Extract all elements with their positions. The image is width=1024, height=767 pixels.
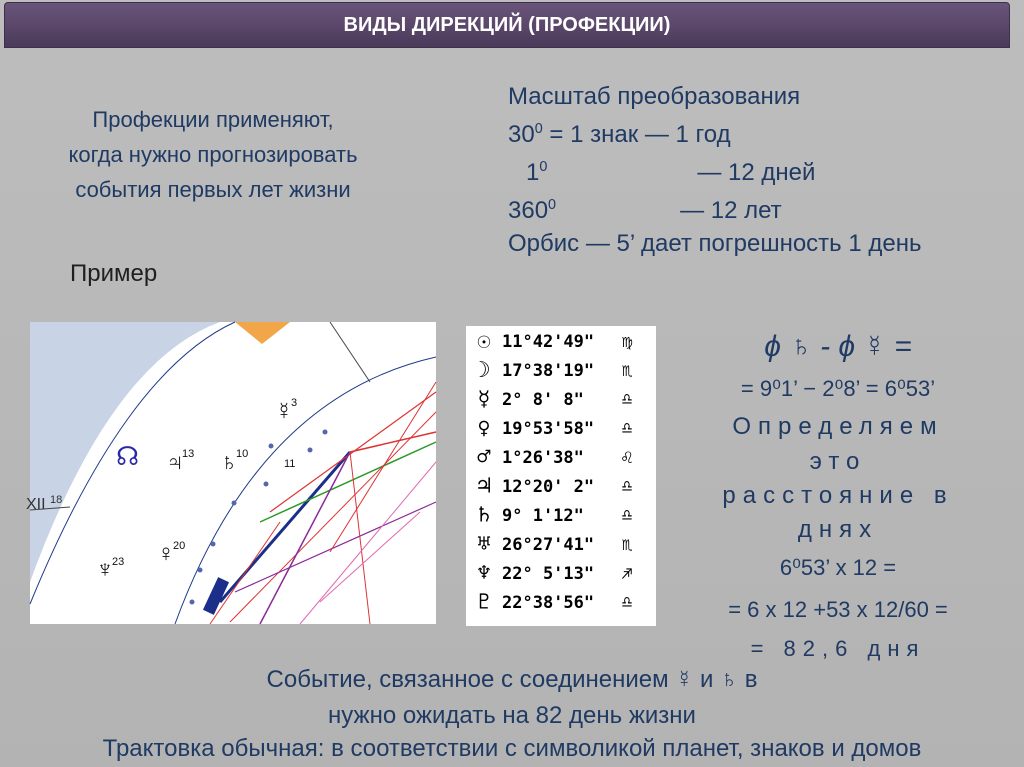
house-12-label: XII [26, 496, 46, 513]
jupiter-degree: 13 [182, 448, 195, 460]
virgo-icon: ♍ [621, 331, 633, 352]
jupiter-icon: ♃ [166, 449, 184, 476]
venus-icon: ♀ [477, 416, 491, 441]
libra-icon: ♎ [621, 505, 633, 526]
title-bar [4, 2, 1010, 48]
saturn-degree: 10 [236, 448, 249, 460]
libra-icon: ♎ [621, 389, 633, 410]
slide-title: ВИДЫ ДИРЕКЦИЙ (ПРОФЕКЦИИ) [343, 13, 671, 36]
ephemeris-row: ☿ 2° 8' 8" ♎ [466, 386, 642, 413]
ephemeris-row: ♆ 22° 5'13" ♐ [466, 560, 642, 587]
mercury-degree: 3 [291, 397, 298, 409]
house-11-label: 11 [284, 458, 296, 470]
uranus-icon: ♅ [477, 532, 491, 557]
bottom-line-1: Событие, связанное с соединением ☿ и ♄ в [266, 666, 758, 693]
ephemeris-row: ♂ 1°26'38" ♌ [466, 444, 642, 471]
ephemeris-row: ☉ 11°42'49" ♍ [466, 328, 642, 355]
saturn-icon: ♄ [220, 449, 238, 476]
libra-icon: ♎ [621, 476, 633, 497]
calc-line: = 6 х 12 +53 х 12/60 = [728, 597, 948, 622]
neptune-icon: ♆ [477, 561, 491, 586]
sagittarius-icon: ♐ [621, 563, 633, 584]
scale-heading: Масштаб преобразования [508, 83, 801, 110]
intro-text [18, 102, 408, 207]
scale-row-3: $360^0$ — 12 лет [508, 197, 782, 224]
scorpio-icon: ♏ [621, 360, 633, 381]
moon-icon: ☽ [477, 358, 491, 383]
saturn-icon: ♄ [477, 503, 491, 528]
ephemeris-table [466, 326, 656, 626]
ephemeris-row: ♄ 9° 1'12" ♎ [466, 502, 642, 529]
pluto-icon: ♇ [477, 590, 491, 615]
venus-icon: ♀ [157, 540, 175, 567]
mars-icon: ♂ [477, 445, 491, 470]
libra-icon: ♎ [621, 418, 633, 439]
formula: ϕ ♄ - ϕ ☿ = [764, 330, 912, 363]
leo-icon: ♌ [621, 447, 633, 468]
mercury-icon: ☿ [275, 398, 293, 425]
calc-line: = 9⁰1’ − 2⁰8’ = 6⁰53’ [740, 376, 936, 401]
jupiter-icon: ♃ [477, 474, 491, 499]
intro-line: события первых лет жизни [75, 177, 351, 202]
ephemeris-row: ♀ 19°53'58" ♎ [466, 415, 642, 442]
calculation-block [668, 325, 1008, 667]
neptune-icon: ♆ [96, 556, 114, 583]
calc-line: = 82,6 дня [750, 636, 926, 661]
scale-row-1: $30^0 = 1$ знак — 1 год [508, 121, 731, 148]
example-label: Пример [70, 260, 158, 287]
calc-line: 6⁰53’ х 12 = [779, 555, 897, 580]
intro-line: Профекции применяют, [92, 107, 334, 132]
calc-line: расстояние в [722, 482, 954, 509]
ephemeris-row: ♃ 12°20' 2" ♎ [466, 473, 642, 500]
ephemeris-row: ☽ 17°38'19" ♏ [466, 357, 642, 384]
mercury-icon: ☿ [477, 387, 491, 412]
neptune-degree: 23 [112, 556, 125, 568]
chart-fragment [26, 322, 436, 624]
intro-line: когда нужно прогнозировать [68, 142, 358, 167]
calc-line: это [809, 448, 867, 475]
ephemeris-row: ♅ 26°27'41" ♏ [466, 531, 642, 558]
calc-line: днях [797, 516, 879, 543]
sun-icon: ☉ [477, 329, 491, 354]
scale-block [508, 80, 921, 260]
house-12-degree: 18 [50, 494, 63, 506]
calc-line: Определяем [732, 413, 944, 440]
bottom-line-3: Трактовка обычная: в соответствии с символикой планет, знаков и домов [102, 735, 922, 762]
libra-icon: ♎ [621, 592, 633, 613]
ephemeris-row: ♇ 22°38'56" ♎ [466, 589, 642, 616]
node-icon: ☊ [116, 441, 140, 471]
scorpio-icon: ♏ [621, 534, 633, 555]
scale-row-2: $1^0$ — 12 дней [526, 159, 816, 186]
scale-row-4: Орбис — 5’ дает погрешность 1 день [508, 230, 922, 257]
venus-degree: 20 [173, 540, 186, 552]
bottom-line-2: нужно ожидать на 82 день жизни [328, 702, 696, 729]
